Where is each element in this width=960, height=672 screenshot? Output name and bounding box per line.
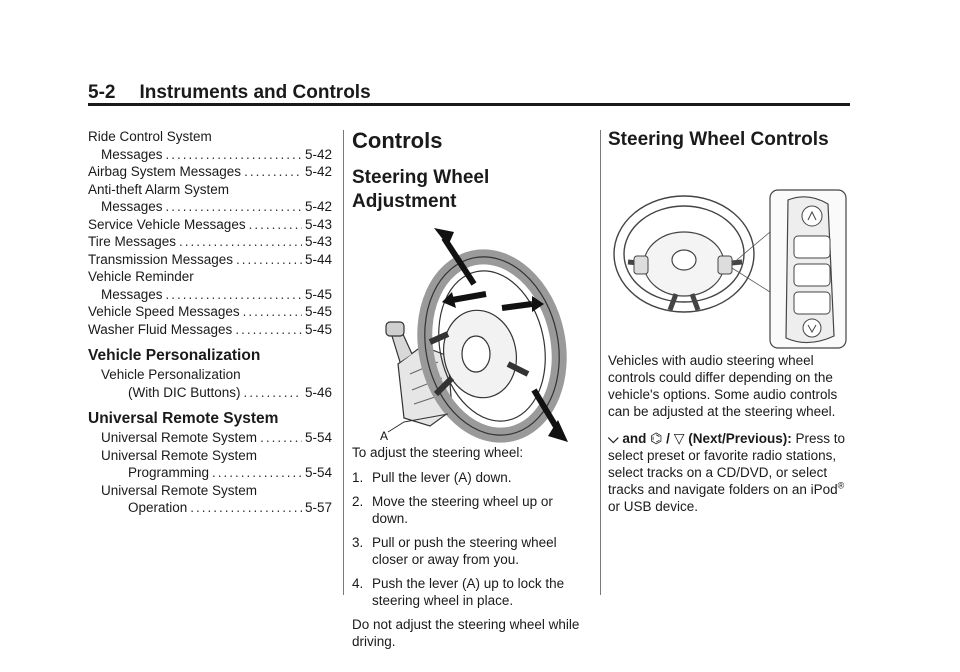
toc-entry-title-cont: Messages — [101, 199, 163, 214]
toc-entry — [88, 163, 332, 181]
toc-entry — [88, 429, 332, 447]
toc-leader — [190, 499, 302, 517]
swc-column — [608, 128, 852, 515]
swc-body: Vehicles with audio steering wheel controls could differ depending on the vehicle's options. Some audio controls can be adjusted at the steering wheel. — [608, 353, 838, 419]
adjustment-steps — [352, 469, 592, 609]
next-previous-text: Press to select preset or favorite radio stations, select tracks on a CD/DVD, or select tracks and navigate folders on an iPod — [608, 431, 846, 497]
toc-entry-row — [88, 286, 332, 304]
toc-entry — [88, 233, 332, 251]
toc-entry-row — [88, 384, 332, 402]
toc-page-number: 5-45 — [304, 304, 332, 319]
toc-page-number: 5-43 — [304, 216, 332, 232]
toc-leader — [236, 251, 302, 269]
registered-mark: ® — [837, 480, 845, 491]
steering-wheel-tilt-illustration — [352, 214, 592, 444]
swc-heading: Steering Wheel Controls — [608, 129, 829, 150]
steering-wheel-adjustment-heading-line1: Steering Wheel — [352, 167, 490, 188]
toc-column — [88, 128, 332, 517]
page-number: 5-2 — [88, 82, 116, 103]
toc-entry-row — [88, 464, 332, 482]
toc-list-vehicle-personalization — [88, 366, 332, 401]
swc-figure — [608, 152, 852, 352]
toc-heading-vehicle-personalization: Vehicle Personalization — [88, 347, 261, 364]
toc-entry — [88, 303, 332, 321]
toc-leader — [249, 216, 302, 234]
toc-entry-title-cont: Messages — [101, 286, 163, 302]
toc-entry-title: Universal Remote System — [101, 430, 258, 445]
toc-list-top — [88, 128, 332, 338]
steering-wheel-controls-illustration — [608, 152, 852, 352]
adjustment-step — [352, 575, 592, 609]
toc-leader — [179, 233, 302, 251]
toc-entry-title-cont: Messages — [101, 146, 163, 162]
toc-heading-universal-remote: Universal Remote System — [88, 410, 279, 427]
toc-list-universal-remote — [88, 429, 332, 517]
toc-entry-title-cont: Programming — [128, 465, 210, 480]
toc-entry — [88, 128, 332, 163]
toc-entry-title: Ride Control System — [88, 129, 212, 144]
step-number: 1. — [352, 470, 364, 485]
toc-entry — [88, 366, 332, 401]
adjustment-step — [352, 493, 592, 527]
toc-leader — [244, 384, 302, 402]
toc-entry-row — [88, 303, 332, 321]
page-title: Instruments and Controls — [139, 82, 371, 103]
toc-entry-title: Universal Remote System — [101, 482, 258, 498]
step-text: Push the lever (A) up to lock the steering wheel in place. — [372, 576, 565, 608]
toc-entry — [88, 482, 332, 517]
toc-entry-row — [88, 251, 332, 269]
toc-entry-title: Anti-theft Alarm System — [88, 181, 230, 197]
seek-down-icon: ▽ — [673, 430, 685, 446]
step-number: 3. — [352, 535, 364, 550]
page-header — [88, 82, 371, 104]
toc-entry-title: Service Vehicle Messages — [88, 216, 246, 232]
controls-intro: To adjust the steering wheel: — [352, 445, 524, 460]
toc-entry-title: Washer Fluid Messages — [88, 321, 233, 337]
toc-page-number: 5-57 — [304, 500, 332, 515]
controls-warning: Do not adjust the steering wheel while driving. — [352, 617, 580, 649]
toc-entry — [88, 321, 332, 339]
toc-page-number: 5-54 — [304, 430, 332, 445]
controls-heading: Controls — [352, 128, 443, 153]
toc-entry-row — [88, 216, 332, 234]
next-previous-label: (Next/Previous): — [688, 431, 792, 446]
header-rule — [88, 103, 850, 106]
toc-leader — [166, 198, 302, 216]
toc-leader — [166, 286, 302, 304]
toc-entry-title: Universal Remote System — [101, 447, 258, 463]
toc-entry-title: Vehicle Speed Messages — [88, 304, 240, 319]
slash-text: / — [666, 431, 670, 446]
toc-leader — [260, 429, 302, 447]
toc-leader — [235, 321, 302, 339]
toc-page-number: 5-42 — [304, 199, 332, 214]
toc-entry-row — [88, 233, 332, 251]
toc-entry — [88, 216, 332, 234]
toc-entry — [88, 251, 332, 269]
figure-label-a: A — [380, 429, 389, 443]
toc-page-number: 5-45 — [304, 321, 332, 337]
step-text: Pull the lever (A) down. — [372, 470, 512, 485]
toc-entry-row — [88, 146, 332, 164]
toc-entry-title: Vehicle Personalization — [101, 367, 241, 382]
step-number: 2. — [352, 494, 364, 509]
toc-entry-title: Tire Messages — [88, 234, 177, 249]
step-text: Pull or push the steering wheel closer or away from you. — [372, 535, 557, 567]
toc-entry-row — [88, 429, 332, 447]
toc-entry — [88, 268, 332, 303]
toc-entry-row — [88, 198, 332, 216]
toc-leader — [212, 464, 302, 482]
toc-entry-title-cont: (With DIC Buttons) — [128, 384, 241, 400]
next-previous-description — [608, 430, 852, 515]
toc-leader — [243, 303, 302, 321]
adjustment-step — [352, 469, 592, 486]
seek-icon: ⌬ — [650, 430, 663, 446]
seek-up-icon: ⌵ — [608, 430, 619, 446]
column-divider-2 — [600, 130, 601, 595]
controls-column — [352, 128, 592, 650]
adjustment-step — [352, 534, 592, 568]
toc-page-number: 5-45 — [304, 286, 332, 302]
steering-wheel-adjustment-heading-line2: Adjustment — [352, 191, 457, 212]
toc-entry — [88, 181, 332, 216]
toc-entry-title-cont: Operation — [128, 500, 188, 515]
toc-leader — [166, 146, 302, 164]
step-number: 4. — [352, 576, 364, 591]
toc-entry-row — [88, 321, 332, 339]
toc-page-number: 5-42 — [304, 146, 332, 162]
toc-entry-row — [88, 499, 332, 517]
toc-page-number: 5-42 — [304, 164, 332, 179]
toc-page-number: 5-43 — [304, 234, 332, 249]
next-previous-text-end: or USB device. — [608, 499, 699, 514]
toc-entry-row — [88, 163, 332, 181]
and-text: and — [622, 431, 647, 446]
steering-adjust-figure — [352, 214, 592, 444]
step-text: Move the steering wheel up or down. — [372, 494, 553, 526]
column-divider-1 — [343, 130, 344, 595]
toc-page-number: 5-44 — [304, 251, 332, 267]
toc-leader — [244, 163, 302, 181]
toc-entry-title: Vehicle Reminder — [88, 269, 194, 284]
toc-entry-title: Transmission Messages — [88, 251, 234, 267]
toc-page-number: 5-54 — [304, 465, 332, 480]
toc-entry-title: Airbag System Messages — [88, 164, 242, 179]
toc-entry — [88, 447, 332, 482]
toc-page-number: 5-46 — [304, 384, 332, 400]
